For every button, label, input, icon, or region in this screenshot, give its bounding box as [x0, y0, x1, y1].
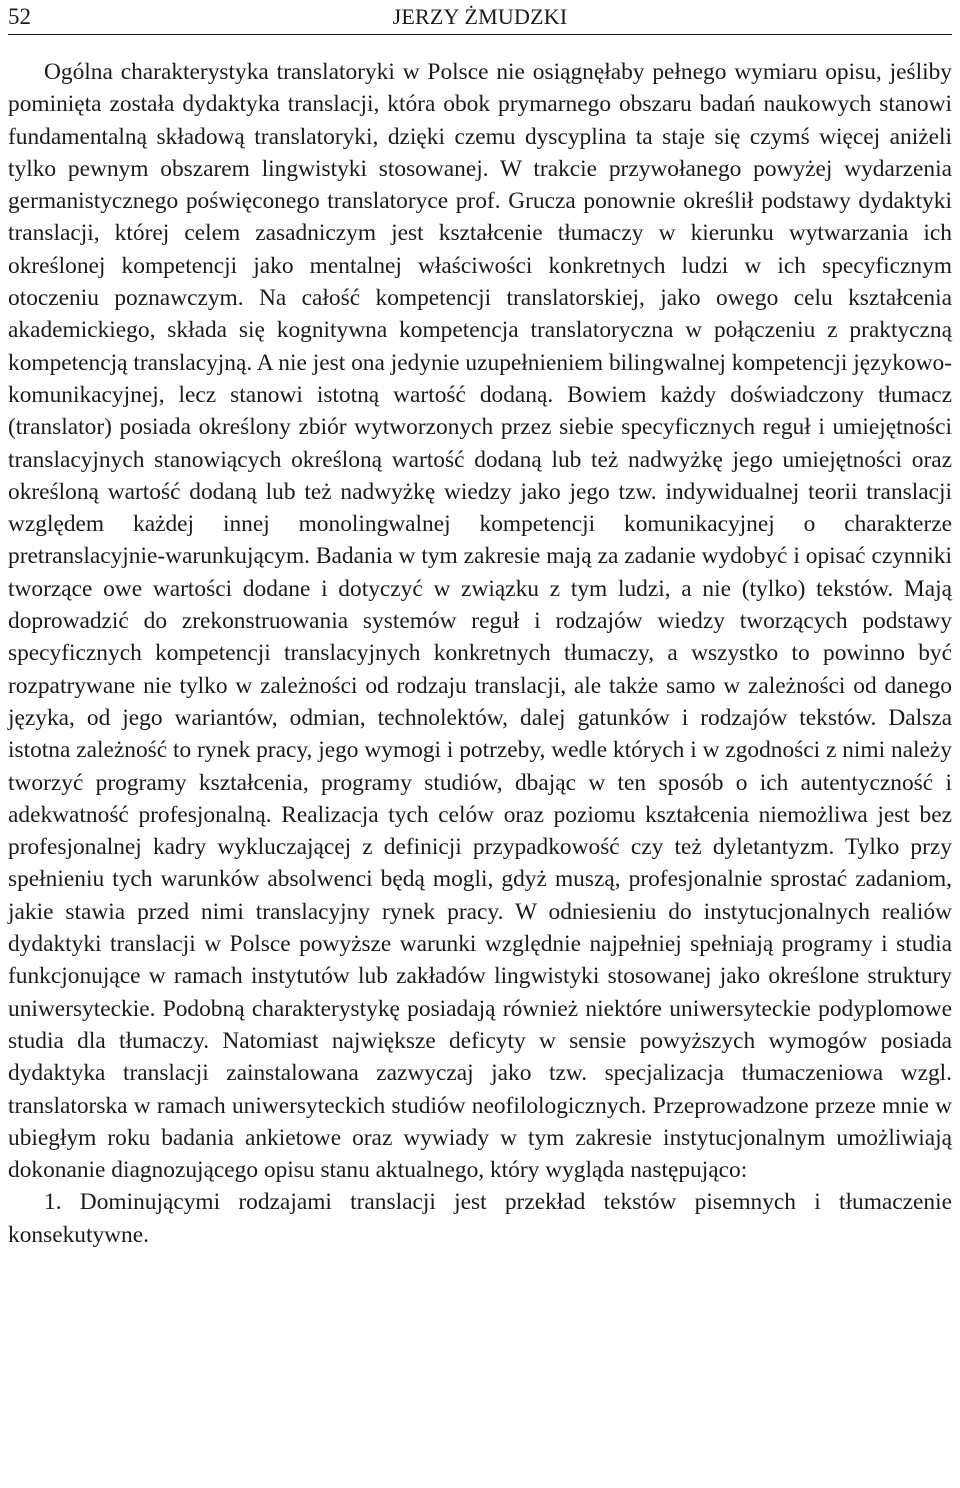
list-item-1: 1. Dominującymi rodzajami translacji jest przekład tekstów pisemnych i tłumaczenie konsekutywne. — [8, 1189, 952, 1248]
page-header — [8, 2, 952, 35]
page-number: 52 — [8, 4, 31, 29]
body-paragraph: Ogólna charakterystyka translatoryki w Polsce nie osiągnęłaby pełnego wymiaru opisu, jeśliby pominięta została dydaktyka translacji, która obok prymarnego obszaru badań naukowych stanowi fundamentalną składową translatoryki, dzięki czemu dyscyplina ta staje się czymś więcej aniżeli tylko pewnym obszarem lingwistyki stosowanej. W trakcie przywołanego powyżej wydarzenia germanistycznego poświęconego translatoryce prof. Grucza ponownie określił podstawy dydaktyki translacji, której celem zasadniczym jest kształcenie tłumaczy w kierunku wytwarzania ich określonej kompetencji jako mentalnej właściwości konkretnych ludzi w ich specyficznym otoczeniu poznawczym. Na całość kompetencji translatorskiej, jako owego celu kształcenia akademickiego, składa się kognitywna kompetencja translatoryczna w połączeniu z praktyczną kompetencją translacyjną. A nie jest ona jedynie uzupełnieniem bilingwalnej kompetencji językowo-komunikacyjnej, lecz stanowi istotną wartość dodaną. Bowiem każdy doświadczony tłumacz (translator) posiada określony zbiór wytworzonych przez siebie specyficznych reguł i umiejętności translacyjnych stanowiących określoną wartość dodaną lub też nadwyżkę jego umiejętności oraz określoną wartość dodaną lub też nadwyżkę wiedzy jako jego tzw. indywidualnej teorii translacji względem każdej innej monolingwalnej kompetencji komunikacyjnej o charakterze pretranslacyjnie-warunkującym. Badania w tym zakresie mają za zadanie wydobyć i opisać czynniki tworzące owe wartości dodane i dotyczyć w związku z tym ludzi, a nie (tylko) tekstów. Mają doprowadzić do zrekonstruowania systemów reguł i rodzajów wiedzy tworzących podstawy specyficznych kompetencji translacyjnych konkretnych tłumaczy, a wszystko to powinno być rozpatrywane nie tylko w zależności od rodzaju translacji, ale także samo w zależności od danego języka, od jego wariantów, odmian, technolektów, dalej gatunków i rodzajów tekstów. Dalsza istotna zależność to rynek pracy, jego wymogi i potrzeby, wedle których i w zgodności z nimi należy tworzyć programy kształcenia, programy studiów, dbając w ten sposób o ich autentyczność i adekwatność profesjonalną. Realizacja tych celów oraz poziomu kształcenia niemożliwa jest bez profesjonalnej kadry wykluczającej z definicji przypadkowość czy też dyletantyzm. Tylko przy spełnieniu tych warunków absolwenci będą mogli, gdyż muszą, profesjonalnie sprostać zadaniom, jakie stawia przed nimi translacyjny rynek pracy. W odniesieniu do instytucjonalnych realiów dydaktyki translacji w Polsce powyższe warunki względnie najpełniej spełniają programy i studia funkcjonujące w ramach instytutów lub zakładów lingwistyki stosowanej jako określone struktury uniwersyteckie. Podobną charakterystykę posiadają również niektóre uniwersyteckie podyplomowe studia dla tłumaczy. Natomiast największe deficyty w sensie powyższych wymogów posiada dydaktyka translacji zainstalowana zazwyczaj jako tzw. specjalizacja tłumaczeniowa wzgl. translatorska w ramach uniwersyteckich studiów neofilologicznych. Przeprowadzone przeze mnie w ubiegłym roku badania ankietowe oraz wywiady w tym zakresie instytucjonalnym umożliwiają dokonanie diagnozującego opisu stanu aktualnego, który wygląda następująco: — [8, 59, 952, 1184]
running-head-author: JERZY ŻMUDZKI — [392, 4, 568, 29]
page-body — [8, 56, 952, 1251]
